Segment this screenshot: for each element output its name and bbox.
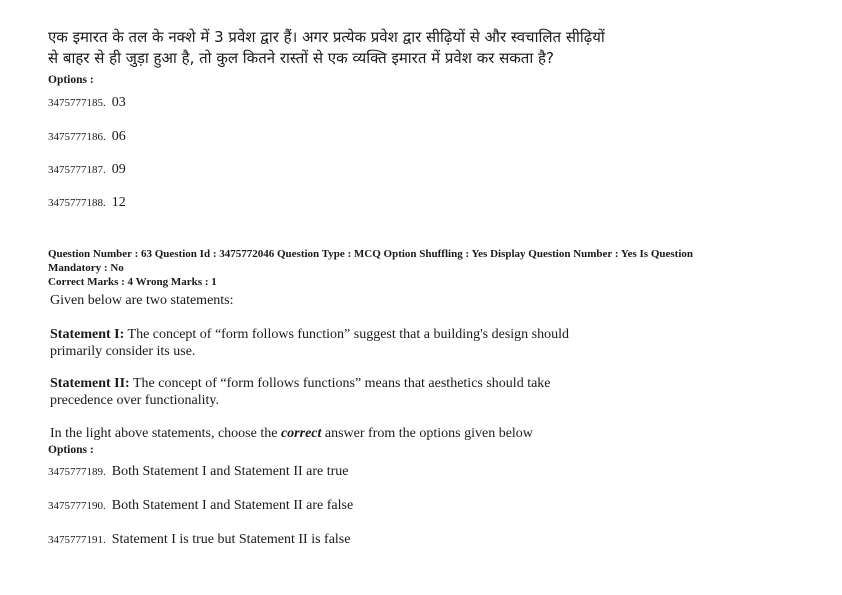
prev-option-1 (48, 93, 126, 111)
instruction-pre: In the light above statements, choose the (50, 426, 281, 441)
question-meta-line-1: Question Number : 63 Question Id : 3475772046 Question Type : MCQ Option Shuffling : Yes Display Question Number : Yes Is Question (48, 248, 693, 260)
option-1 (48, 462, 349, 480)
statement-2-text-cont: precedence over functionality. (50, 393, 219, 408)
statement-2-text: The concept of “form follows functions” means that aesthetics should take (129, 376, 551, 391)
question-meta-line-2: Mandatory : No (48, 262, 124, 274)
option-value: 09 (111, 162, 126, 177)
option-3 (48, 530, 350, 548)
prev-question-line-2: से बाहर से ही जुड़ा हुआ है, तो कुल कितने रास्तों से एक व्यक्ति इमारत में प्रवेश कर सकता है? (48, 49, 554, 67)
instruction-post: answer from the options given below (321, 426, 533, 441)
statement-1-text-cont: primarily consider its use. (50, 344, 196, 359)
question-marks: Correct Marks : 4 Wrong Marks : 1 (48, 276, 217, 288)
option-value: 06 (111, 129, 126, 144)
option-id: 3475777187. (48, 164, 106, 176)
option-id: 3475777186. (48, 131, 106, 143)
prev-options-label: Options : (48, 74, 94, 86)
prev-option-2 (48, 127, 126, 145)
option-id: 3475777190. (48, 500, 106, 512)
option-value: Statement I is true but Statement II is false (111, 532, 351, 547)
question-instruction (50, 425, 650, 442)
prev-option-3 (48, 160, 126, 178)
options-label: Options : (48, 444, 94, 456)
statement-2-label: Statement II: (50, 376, 130, 391)
question-intro: Given below are two statements: (50, 293, 234, 308)
option-id: 3475777185. (48, 97, 106, 109)
option-id: 3475777188. (48, 197, 106, 209)
option-id: 3475777189. (48, 466, 106, 478)
statement-2 (50, 375, 650, 409)
instruction-emphasis: correct (280, 426, 322, 441)
option-value: 12 (111, 195, 126, 210)
option-2 (48, 496, 353, 514)
option-value: Both Statement I and Statement II are false (111, 498, 354, 513)
prev-question-line-1: एक इमारत के तल के नक्शे में 3 प्रवेश द्वार हैं। अगर प्रत्येक प्रवेश द्वार सीढ़ियों से और स्वचालित सीढ़ियों (48, 28, 605, 46)
option-id: 3475777191. (48, 534, 106, 546)
question-meta (48, 247, 768, 289)
statement-1-text: The concept of “form follows function” suggest that a building's design should (124, 327, 570, 342)
statement-1 (50, 326, 650, 360)
option-value: Both Statement I and Statement II are true (111, 464, 349, 479)
statement-1-label: Statement I: (50, 327, 125, 342)
prev-question-text (48, 27, 688, 69)
prev-option-4 (48, 193, 126, 211)
option-value: 03 (111, 95, 126, 110)
